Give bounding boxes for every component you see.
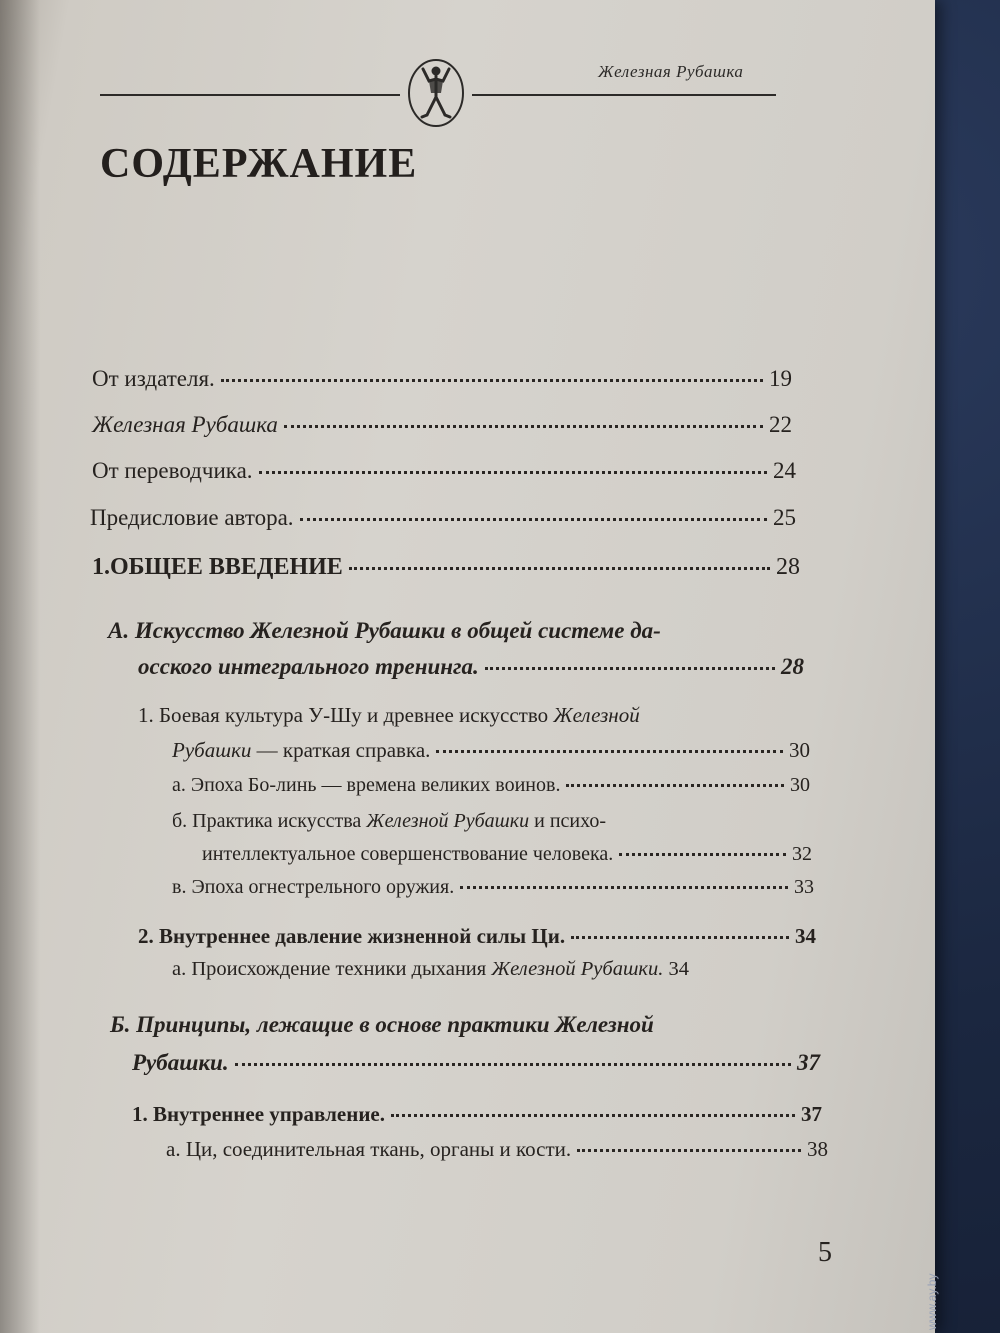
toc-label: 1.ОБЩЕЕ ВВЕДЕНИЕ xyxy=(92,554,343,580)
toc-a1-prefix: 1. Боевая культура У-Шу и древнее искусство xyxy=(138,703,554,727)
toc-page: 30 xyxy=(790,774,810,796)
toc-a1b-italic: Железной Рубашки xyxy=(366,810,530,832)
toc-leader xyxy=(436,750,783,753)
toc-section-b-line1: Б. Принципы, лежащие в основе практики Железной xyxy=(110,1012,654,1037)
toc-entry-a1a xyxy=(172,774,810,797)
toc-label: а. Эпоха Бо-линь — времена великих воинов. xyxy=(172,774,561,796)
toc-label: Железная Рубашка xyxy=(92,412,278,437)
toc-leader xyxy=(259,471,767,474)
watermark: www.ay.by xyxy=(925,1273,939,1330)
toc-page: 28 xyxy=(776,554,800,580)
toc-a1-line1 xyxy=(138,703,640,728)
toc-page: 34 xyxy=(795,924,816,948)
toc-entry-preface xyxy=(90,505,796,531)
toc-label: 1. Внутреннее управление. xyxy=(132,1102,385,1126)
toc-entry-a1b xyxy=(202,843,812,866)
toc-a1b-line1 xyxy=(172,810,606,833)
toc-label: От переводчика. xyxy=(92,458,253,483)
header-rule-left xyxy=(100,94,400,96)
toc-a1b-suffix: и психо- xyxy=(529,810,607,832)
toc-label: а. Ци, соединительная ткань, органы и кости. xyxy=(166,1137,572,1161)
toc-entry-publisher xyxy=(92,366,792,392)
toc-page: 33 xyxy=(794,876,814,898)
toc-entry-a1 xyxy=(172,738,810,763)
toc-entry-chapter-1 xyxy=(92,554,800,581)
toc-label: 2. Внутреннее давление жизненной силы Ци. xyxy=(138,924,566,948)
toc-entry-section-b xyxy=(132,1050,820,1076)
toc-entry-section-a xyxy=(138,654,804,680)
toc-entry-iron-shirt xyxy=(92,412,792,438)
toc-entry-b1 xyxy=(132,1102,822,1127)
toc-page: 32 xyxy=(792,843,812,865)
running-head: Железная Рубашка xyxy=(598,62,744,81)
toc-leader xyxy=(235,1063,791,1066)
toc-leader xyxy=(485,667,775,670)
toc-section-a-line1: А. Искусство Железной Рубашки в общей системе да- xyxy=(108,618,661,643)
toc-a1-line2-rest: — краткая справка. xyxy=(251,738,431,762)
page-number: 5 xyxy=(818,1237,832,1268)
toc-a1-line2-italic: Рубашки xyxy=(172,738,252,762)
toc-label xyxy=(172,738,430,763)
toc-page: 19 xyxy=(769,366,792,391)
header-rule-right xyxy=(472,94,776,96)
toc-label: Предисловие автора. xyxy=(90,505,294,530)
toc-leader xyxy=(221,379,763,382)
figure-emblem-icon xyxy=(405,57,467,129)
toc-leader xyxy=(566,784,784,787)
toc-leader xyxy=(577,1149,801,1152)
toc-label: в. Эпоха огнестрельного оружия. xyxy=(172,876,455,898)
toc-a1-italic: Железной xyxy=(553,703,640,727)
toc-entry-a2a xyxy=(172,958,689,981)
toc-page: 25 xyxy=(773,505,796,530)
toc-label: осского интегрального тренинга. xyxy=(138,654,479,679)
toc-label: интеллектуальное совершенствование человека. xyxy=(202,843,614,865)
toc-leader xyxy=(300,518,767,521)
toc-label: Рубашки. xyxy=(132,1050,229,1075)
toc-a2a-italic: Железной Рубашки. xyxy=(491,958,664,980)
toc-leader xyxy=(284,425,763,428)
toc-page: 22 xyxy=(769,412,792,437)
toc-leader xyxy=(391,1114,795,1117)
page-title: СОДЕРЖАНИЕ xyxy=(100,141,418,187)
toc-page: 37 xyxy=(797,1050,820,1075)
toc-page: 28 xyxy=(781,654,804,679)
toc-a2a-prefix: а. Происхождение техники дыхания xyxy=(172,958,492,980)
toc-leader xyxy=(349,567,770,570)
toc-label: От издателя. xyxy=(92,366,215,391)
toc-page: 38 xyxy=(807,1137,828,1161)
toc-entry-a1v xyxy=(172,876,814,899)
toc-entry-translator xyxy=(92,458,796,484)
toc-leader xyxy=(571,936,789,939)
toc-page: 30 xyxy=(789,738,810,762)
toc-leader xyxy=(460,886,788,889)
toc-page: 37 xyxy=(801,1102,822,1126)
toc-page: 34 xyxy=(668,958,690,980)
toc-a1b-prefix: б. Практика искусства xyxy=(172,810,367,832)
toc-entry-b1a xyxy=(166,1137,828,1162)
toc-page: 24 xyxy=(773,458,796,483)
toc-entry-a2 xyxy=(138,924,816,949)
toc-leader xyxy=(619,853,786,856)
